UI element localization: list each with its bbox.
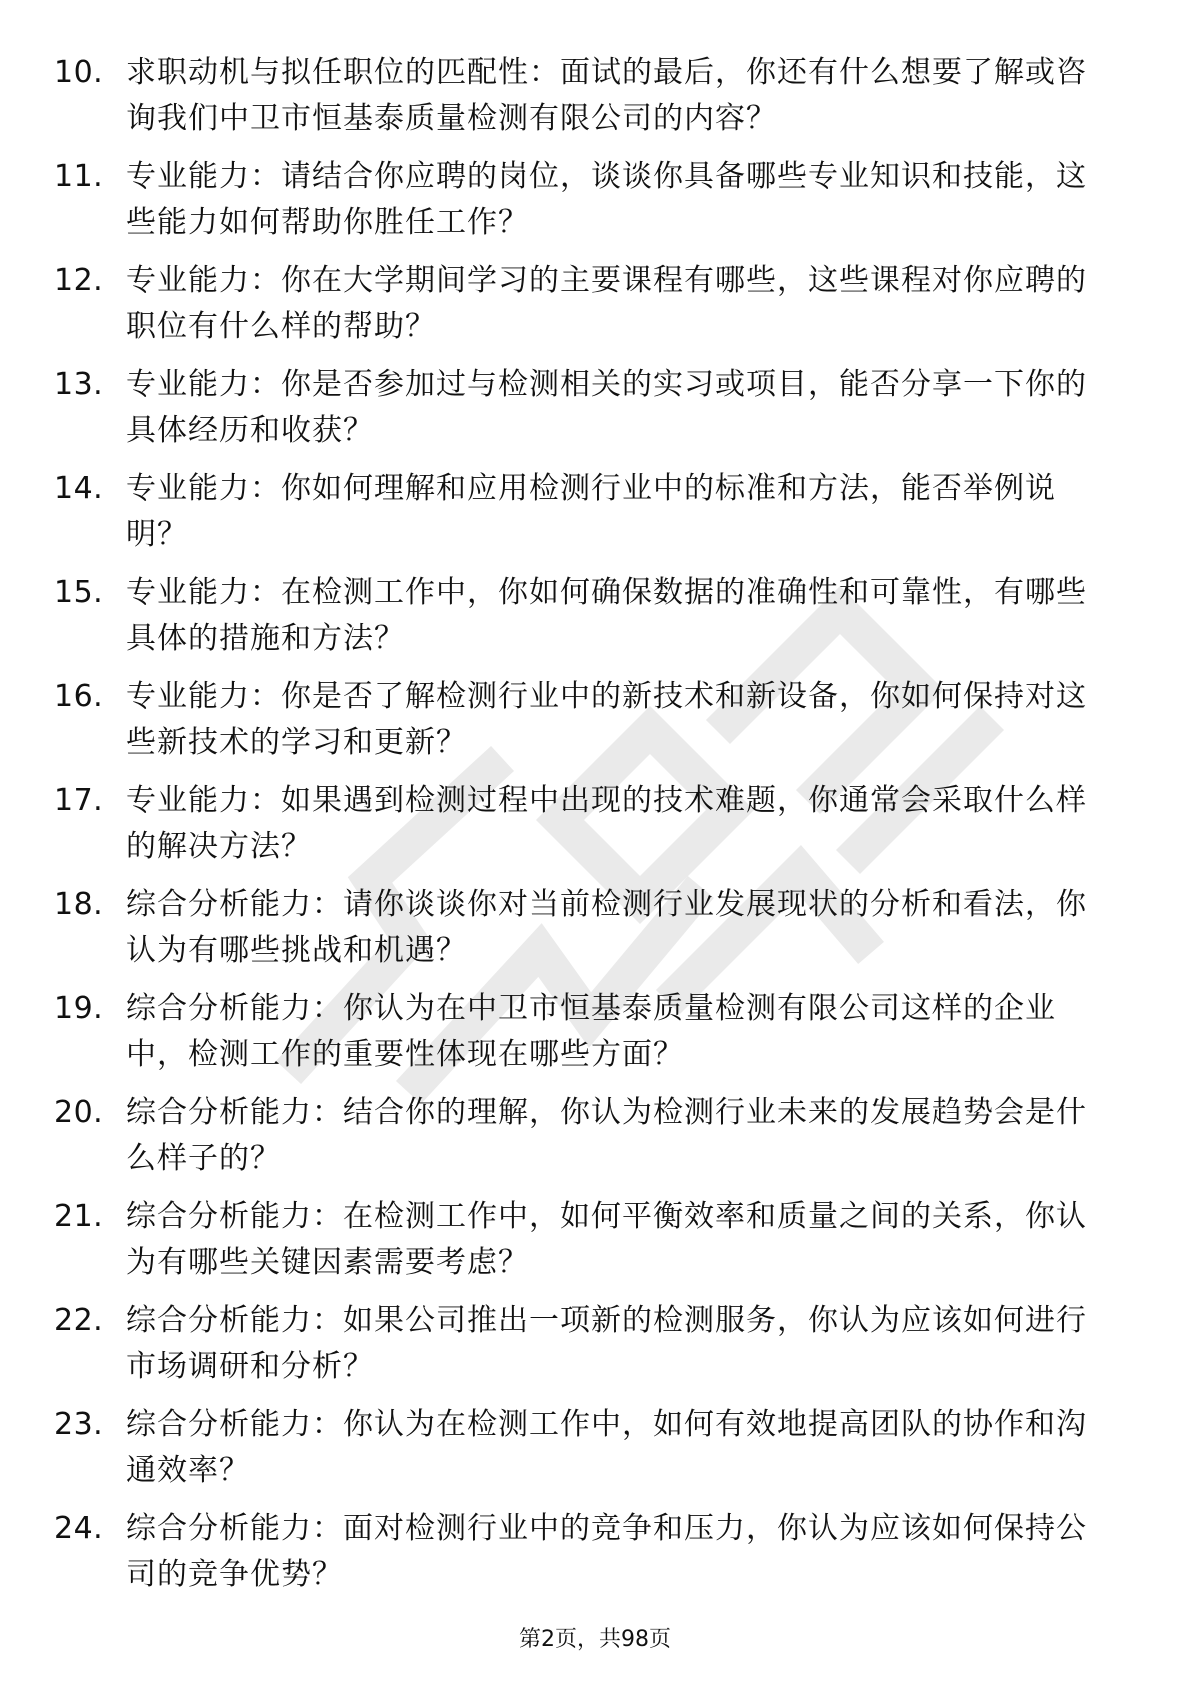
question-item [54,778,1114,882]
question-text: 专业能力：你是否了解检测行业中的新技术和新设备，你如何保持对这些新技术的学习和更新？ [126,679,1087,760]
question-item [54,1090,1114,1194]
question-item [54,1298,1114,1402]
question-item [54,154,1114,258]
question-item [54,1402,1114,1506]
question-text: 综合分析能力：结合你的理解，你认为检测行业未来的发展趋势会是什么样子的？ [126,1095,1087,1176]
question-item [54,258,1114,362]
question-text: 综合分析能力：请你谈谈你对当前检测行业发展现状的分析和看法，你认为有哪些挑战和机遇？ [126,887,1087,968]
question-list [54,50,1114,1610]
question-text: 综合分析能力：在检测工作中，如何平衡效率和质量之间的关系，你认为有哪些关键因素需要考虑？ [126,1199,1087,1280]
question-number: 24. [54,1511,104,1546]
question-text: 专业能力：在检测工作中，你如何确保数据的准确性和可靠性，有哪些具体的措施和方法？ [126,575,1087,656]
question-item [54,1506,1114,1610]
question-item [54,986,1114,1090]
question-number: 14. [54,471,104,506]
question-number: 10. [54,55,104,90]
question-text: 综合分析能力：你认为在检测工作中，如何有效地提高团队的协作和沟通效率？ [126,1407,1087,1488]
question-item [54,50,1114,154]
question-number: 22. [54,1303,104,1338]
page-footer: 第2页，共98页 [519,1627,671,1652]
question-number: 19. [54,991,104,1026]
question-text: 综合分析能力：面对检测行业中的竞争和压力，你认为应该如何保持公司的竞争优势？ [126,1511,1087,1592]
question-number: 23. [54,1407,104,1442]
question-text: 专业能力：如果遇到检测过程中出现的技术难题，你通常会采取什么样的解决方法？ [126,783,1087,864]
question-item [54,570,1114,674]
question-number: 17. [54,783,104,818]
question-text: 求职动机与拟任职位的匹配性：面试的最后，你还有什么想要了解或咨询我们中卫市恒基泰质量检测有限公司的内容？ [126,55,1087,136]
question-text: 专业能力：你在大学期间学习的主要课程有哪些，这些课程对你应聘的职位有什么样的帮助？ [126,263,1087,344]
question-item [54,362,1114,466]
question-text: 专业能力：你如何理解和应用检测行业中的标准和方法，能否举例说明？ [126,471,1056,552]
question-item [54,674,1114,778]
question-text: 专业能力：你是否参加过与检测相关的实习或项目，能否分享一下你的具体经历和收获？ [126,367,1087,448]
question-number: 11. [54,159,104,194]
question-number: 15. [54,575,104,610]
question-text: 综合分析能力：如果公司推出一项新的检测服务，你认为应该如何进行市场调研和分析？ [126,1303,1087,1384]
question-number: 18. [54,887,104,922]
question-number: 20. [54,1095,104,1130]
question-item [54,882,1114,986]
question-item [54,466,1114,570]
question-item [54,1194,1114,1298]
question-text: 综合分析能力：你认为在中卫市恒基泰质量检测有限公司这样的企业中，检测工作的重要性体现在哪些方面？ [126,991,1056,1072]
question-number: 12. [54,263,104,298]
question-number: 21. [54,1199,104,1234]
question-number: 13. [54,367,104,402]
question-text: 专业能力：请结合你应聘的岗位，谈谈你具备哪些专业知识和技能，这些能力如何帮助你胜任工作？ [126,159,1087,240]
question-number: 16. [54,679,104,714]
